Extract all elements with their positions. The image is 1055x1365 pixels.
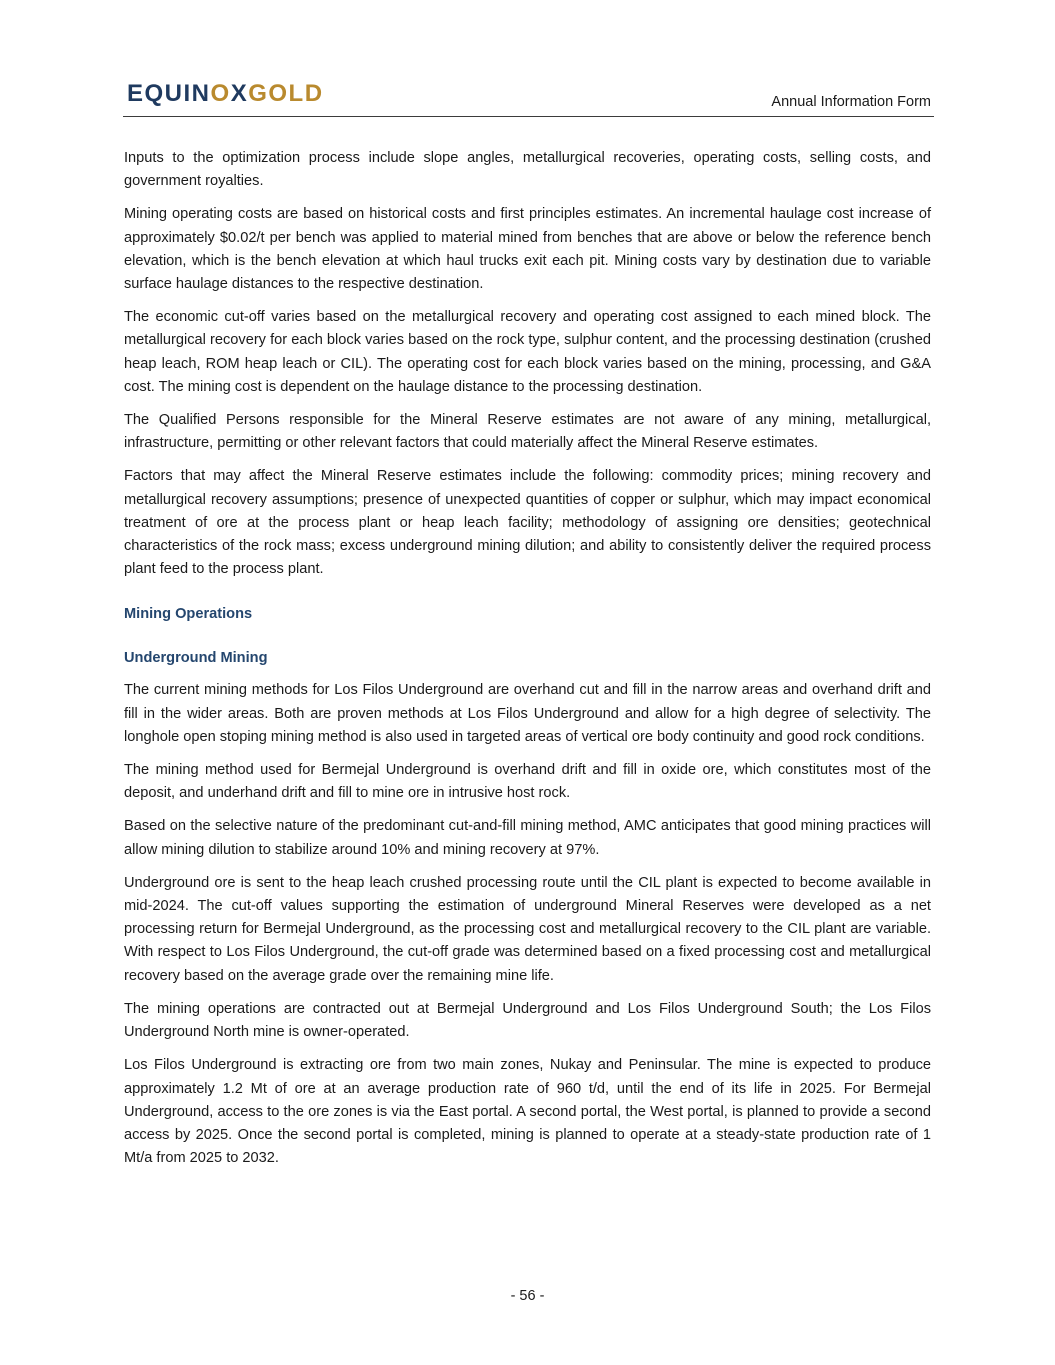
logo-text-o: O <box>210 80 231 107</box>
paragraph-contracted-operations: The mining operations are contracted out at Bermejal Underground and Los Filos Underground South; the Los Filos Underground North mine is owner-operated. <box>124 1000 931 1041</box>
page-body <box>124 147 931 1180</box>
heading-mining-operations: Mining Operations <box>124 606 253 623</box>
paragraph-production-outlook: Los Filos Underground is extracting ore from two main zones, Nukay and Peninsular. The mine is expected to produce approximately 1.2 Mt of ore at an average production rate of 960 t/d, until the end of its life in 2025. For Bermejal Underground, access to the ore zones is via the East portal. A second portal, the West portal, is planned to provide a second access by 2025. Once the second portal is completed, mining is planned to operate at a steady-state production rate of 1 Mt/a from 2025 to 2032. <box>124 1057 931 1167</box>
paragraph-underground-ore-routing: Underground ore is sent to the heap leach crushed processing route until the CIL plant is expected to become available in mid-2024. The cut-off values supporting the estimation of underground Mineral Reserves were developed as a net processing return for Bermejal Underground, as the processing cost and metallurgical recovery to the CIL plant are variable. With respect to Los Filos Underground, the cut-off grade was determined based on a fixed processing cost and metallurgical recovery based on the average grade over the remaining mine life. <box>124 874 931 984</box>
logo-text-x: X <box>230 80 249 107</box>
paragraph-los-filos-methods: The current mining methods for Los Filos Underground are overhand cut and fill in the narrow areas and overhand drift and fill in the wider areas. Both are proven methods at Los Filos Underground and allow for a high degree of selectivity. The longhole open stoping mining method is also used in targeted areas of vertical ore body continuity and good rock conditions. <box>124 682 931 745</box>
paragraph-mining-operating-costs: Mining operating costs are based on historical costs and first principles estimates. An incremental haulage cost increase of approximately $0.02/t per bench was applied to material mined from benches that are above or below the reference bench elevation, which is the bench elevation at which haul trucks exit each pit. Mining costs vary by destination due to variable surface haulage distances to the respective destination. <box>124 206 931 293</box>
page-number: - 56 - <box>510 1288 545 1304</box>
paragraph-reserve-factors: Factors that may affect the Mineral Reserve estimates include the following: commodity prices; mining recovery and metallurgical recovery assumptions; presence of unexpected quantities of copper or sulphur, which may impact economical treatment of ore at the process plant or heap leach facility; methodology of assigning ore densities; geotechnical characteristics of the rock mass; excess underground mining dilution; and ability to consistently deliver the required process plant feed to the process plant. <box>124 468 931 578</box>
logo-text-gold: GOLD <box>248 80 324 107</box>
paragraph-dilution-recovery: Based on the selective nature of the predominant cut-and-fill mining method, AMC anticipates that good mining practices will allow mining dilution to stabilize around 10% and mining recovery at 97%. <box>124 818 931 858</box>
paragraph-qualified-persons: The Qualified Persons responsible for the Mineral Reserve estimates are not aware of any mining, metallurgical, infrastructure, permitting or other relevant factors that could materially affect the Mineral Reserve estimates. <box>124 412 931 452</box>
paragraph-bermejal-method: The mining method used for Bermejal Underground is overhand drift and fill in oxide ore, which constitutes most of the deposit, and underhand drift and fill to mine ore in intrusive host rock. <box>124 762 931 802</box>
paragraph-optimization-inputs: Inputs to the optimization process include slope angles, metallurgical recoveries, operating costs, selling costs, and government royalties. <box>124 150 931 190</box>
equinox-gold-logo <box>127 80 324 108</box>
heading-underground-mining: Underground Mining <box>124 650 268 667</box>
logo-text-equin: EQUIN <box>127 80 211 107</box>
document-title: Annual Information Form <box>771 94 931 110</box>
paragraph-economic-cutoff: The economic cut-off varies based on the metallurgical recovery and operating cost assigned to each mined block. The metallurgical recovery for each block varies based on the rock type, sulphur content, and the processing destination (crushed heap leach, ROM heap leach or CIL). The operating cost for each block varies based on the mining, processing, and G&A cost. The mining cost is dependent on the haulage distance to the processing destination. <box>124 309 931 395</box>
page-header <box>123 80 934 117</box>
